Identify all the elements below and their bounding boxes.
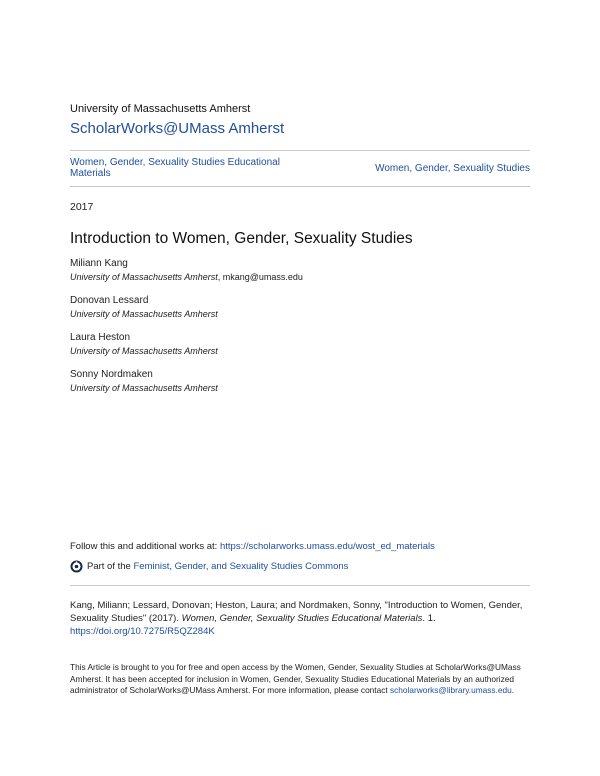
divider-bottom — [70, 585, 530, 586]
author-affiliation: University of Massachusetts Amherst, mkang@umass.edu — [70, 272, 303, 282]
page-title: Introduction to Women, Gender, Sexuality Studies — [70, 230, 413, 247]
author-name: Donovan Lessard — [70, 295, 149, 306]
collection-link-wgss[interactable]: Women, Gender, Sexuality Studies — [375, 163, 530, 174]
repository-link[interactable]: ScholarWorks@UMass Amherst — [70, 120, 285, 137]
author-block — [70, 332, 218, 356]
author-name: Miliann Kang — [70, 258, 128, 269]
collection-link-educational-materials[interactable]: Women, Gender, Sexuality Studies Educational Materials — [70, 157, 280, 179]
institution-name: University of Massachusetts Amherst — [70, 103, 251, 115]
recommended-citation: Kang, Miliann; Lessard, Donovan; Heston, Laura; and Nordmaken, Sonny, "Introduction to Women, Gender, Sexuality Studies" (2017). Women, Gender, Sexuality Studies Educational Materials. 1. https://doi.org/10.7275/R5QZ284K — [70, 600, 523, 637]
author-block — [70, 295, 218, 319]
author-name: Sonny Nordmaken — [70, 369, 153, 380]
collection-url-link[interactable]: https://scholarworks.umass.edu/wost_ed_materials — [219, 541, 435, 552]
doi-link[interactable]: https://doi.org/10.7275/R5QZ284K — [70, 626, 215, 637]
commons-link[interactable]: Feminist, Gender, and Sexuality Studies Commons — [133, 561, 349, 572]
author-affiliation: University of Massachusetts Amherst — [70, 346, 218, 356]
divider-top — [70, 150, 530, 151]
access-notice: This Article is brought to you for free and open access by the Women, Gender, Sexuality Studies at ScholarWorks@UMass Amherst. It has been accepted for inclusion in Women, Gender, Sexuality Studies Educational Materials by an authorized administrator of ScholarWorks@UMass Amherst. For more information, please contact scholarworks@library.umass.edu. — [70, 662, 521, 695]
commons-network-icon — [70, 560, 83, 573]
author-affiliation: University of Massachusetts Amherst — [70, 309, 218, 319]
part-of-line: Part of the Feminist, Gender, and Sexuality Studies Commons — [70, 560, 348, 573]
author-block — [70, 258, 303, 282]
publication-year: 2017 — [70, 201, 94, 213]
author-block — [70, 369, 218, 393]
contact-email-link[interactable]: scholarworks@library.umass.edu — [389, 685, 512, 695]
author-affiliation: University of Massachusetts Amherst — [70, 383, 218, 393]
divider-collections — [70, 186, 530, 187]
author-name: Laura Heston — [70, 332, 131, 343]
follow-line: Follow this and additional works at: https://scholarworks.umass.edu/wost_ed_materials — [70, 541, 435, 552]
author-email: , mkang@umass.edu — [217, 272, 303, 282]
citation-series: Women, Gender, Sexuality Studies Educational Materials — [181, 613, 423, 624]
